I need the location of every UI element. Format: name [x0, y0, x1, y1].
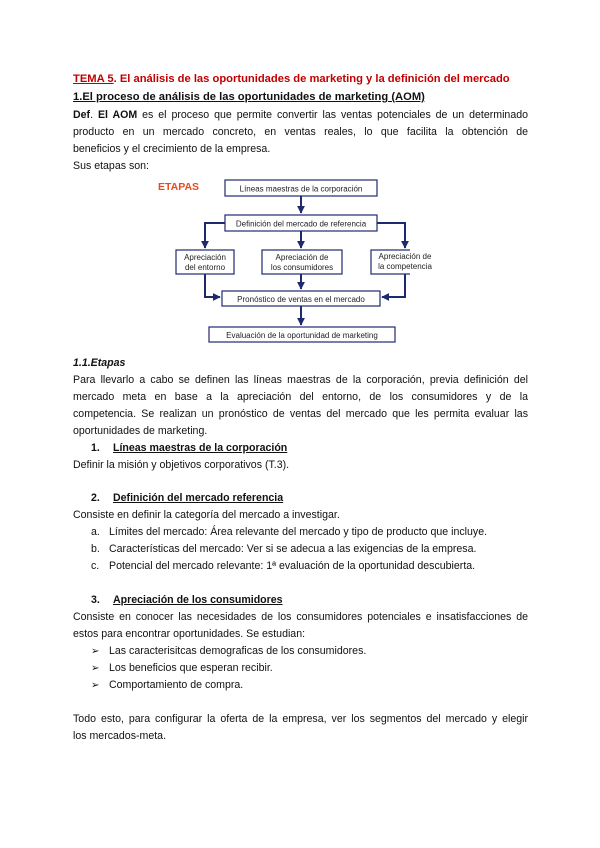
item-3-line-1: Consiste en conocer las necesidades de los consumidores potenciales e insatisfacciones de: [73, 611, 528, 623]
definition-line-2: producto en un mercado concreto, en ventas reales, lo que facilita la obtención de: [73, 126, 528, 138]
definition-text-1: es el proceso que permite convertir las ventas potenciales de un determinado: [137, 109, 528, 121]
stages-diagram-right: [360, 240, 450, 310]
item-3-title: Apreciación de los consumidores: [113, 594, 283, 606]
arrow-entorno-pronostico: [205, 274, 220, 297]
item-2-subitem-b: [91, 542, 476, 557]
item-3-bullet-1: [91, 644, 366, 659]
stages-intro: Sus etapas son:: [73, 160, 149, 172]
subitem-b-text: Características del mercado: Ver si se adecua a las exigencias de la empresa.: [109, 543, 477, 555]
arrow-bullet-icon: ➢: [91, 646, 100, 657]
item-2-text: Consiste en definir la categoría del mercado a investigar.: [73, 509, 340, 521]
subitem-a-text: Límites del mercado: Área relevante del mercado y tipo de producto que incluye.: [109, 526, 488, 538]
closing-line-1: Todo esto, para configurar la oferta de la empresa, ver los segmentos del mercado y elegir: [73, 713, 528, 725]
arrow-bullet-icon: ➢: [91, 680, 100, 691]
box-entorno-line2: del entorno: [184, 263, 226, 272]
page-title: [73, 73, 510, 85]
box-consumidores-line2: los consumidores: [270, 263, 334, 272]
box-consumidores-line1: Apreciación de: [275, 253, 329, 262]
item-1-heading: [91, 441, 287, 456]
bullet-1-text: Las caracterisitcas demograficas de los consumidores.: [109, 645, 367, 657]
item-1-number: 1.: [91, 442, 100, 454]
subitem-c-marker: c.: [91, 560, 100, 572]
section-heading-1: 1.El proceso de análisis de las oportunidades de marketing (AOM): [73, 91, 425, 103]
tema-label: TEMA 5: [73, 73, 114, 85]
box-entorno-line1: Apreciación: [184, 253, 226, 262]
item-2-title: Definición del mercado referencia: [113, 492, 284, 504]
bullet-2-text: Los beneficios que esperan recibir.: [109, 662, 273, 674]
def-label: Def: [73, 109, 91, 121]
diagram-etapas-label: ETAPAS: [158, 181, 200, 193]
box-competencia-line1: Apreciación de: [378, 252, 432, 261]
box-competencia-line2: la competencia: [378, 262, 432, 271]
bullet-3-text: Comportamiento de compra.: [109, 679, 244, 691]
item-3-bullet-2: [91, 661, 273, 676]
closing-line-2: los mercados-meta.: [73, 730, 167, 742]
item-3-bullet-3: [91, 678, 243, 693]
item-2-subitem-c: [91, 559, 475, 574]
etapas-line-1: Para llevarlo a cabo se definen las líneas maestras de la corporación, previa definición del: [73, 374, 528, 386]
etapas-line-3: competencia. Se realizan un pronóstico de ventas del mercado que les permita evaluar las: [73, 408, 528, 420]
item-2-subitem-a: [91, 525, 487, 540]
subitem-a-marker: a.: [91, 526, 100, 538]
definition-line-1: Def. El AOM es el proceso que permite convertir las ventas potenciales de un determinado: [73, 109, 528, 121]
arrow-competencia-pronostico: [382, 274, 405, 297]
section-heading-1-1: 1.1.Etapas: [73, 357, 126, 369]
arrow-definicion-entorno: [205, 223, 225, 248]
item-1-text: Definir la misión y objetivos corporativos (T.3).: [73, 459, 290, 471]
subitem-c-text: Potencial del mercado relevante: 1ª evaluación de la oportunidad descubierta.: [109, 560, 476, 572]
box-definicion-label: Definición del mercado de referencia: [235, 219, 367, 229]
subitem-b-marker: b.: [91, 543, 100, 555]
title-rest: . El análisis de las oportunidades de marketing y la definición del mercado: [113, 73, 510, 85]
item-2-number: 2.: [91, 492, 100, 504]
aom-label: El AOM: [97, 109, 138, 121]
arrow-bullet-icon: ➢: [91, 663, 100, 674]
item-3-line-2: estos para encontrar oportunidades. Se estudian:: [73, 628, 306, 640]
item-2-heading: [91, 491, 283, 506]
item-1-title: Líneas maestras de la corporación: [113, 442, 288, 454]
etapas-line-2: mercado meta en base a la apreciación del entorno, de los consumidores y de la: [73, 391, 528, 403]
box-pronostico-label: Pronóstico de ventas en el mercado: [237, 295, 365, 304]
box-evaluacion-label: Evaluación de la oportunidad de marketing: [226, 331, 378, 340]
item-3-number: 3.: [91, 594, 100, 606]
definition-line-3: beneficios y el crecimiento de la empresa.: [73, 143, 271, 155]
box-lineas-label: Líneas maestras de la corporación: [239, 184, 363, 194]
item-3-heading: [91, 593, 283, 608]
etapas-line-4: oportunidades de marketing.: [73, 425, 208, 437]
